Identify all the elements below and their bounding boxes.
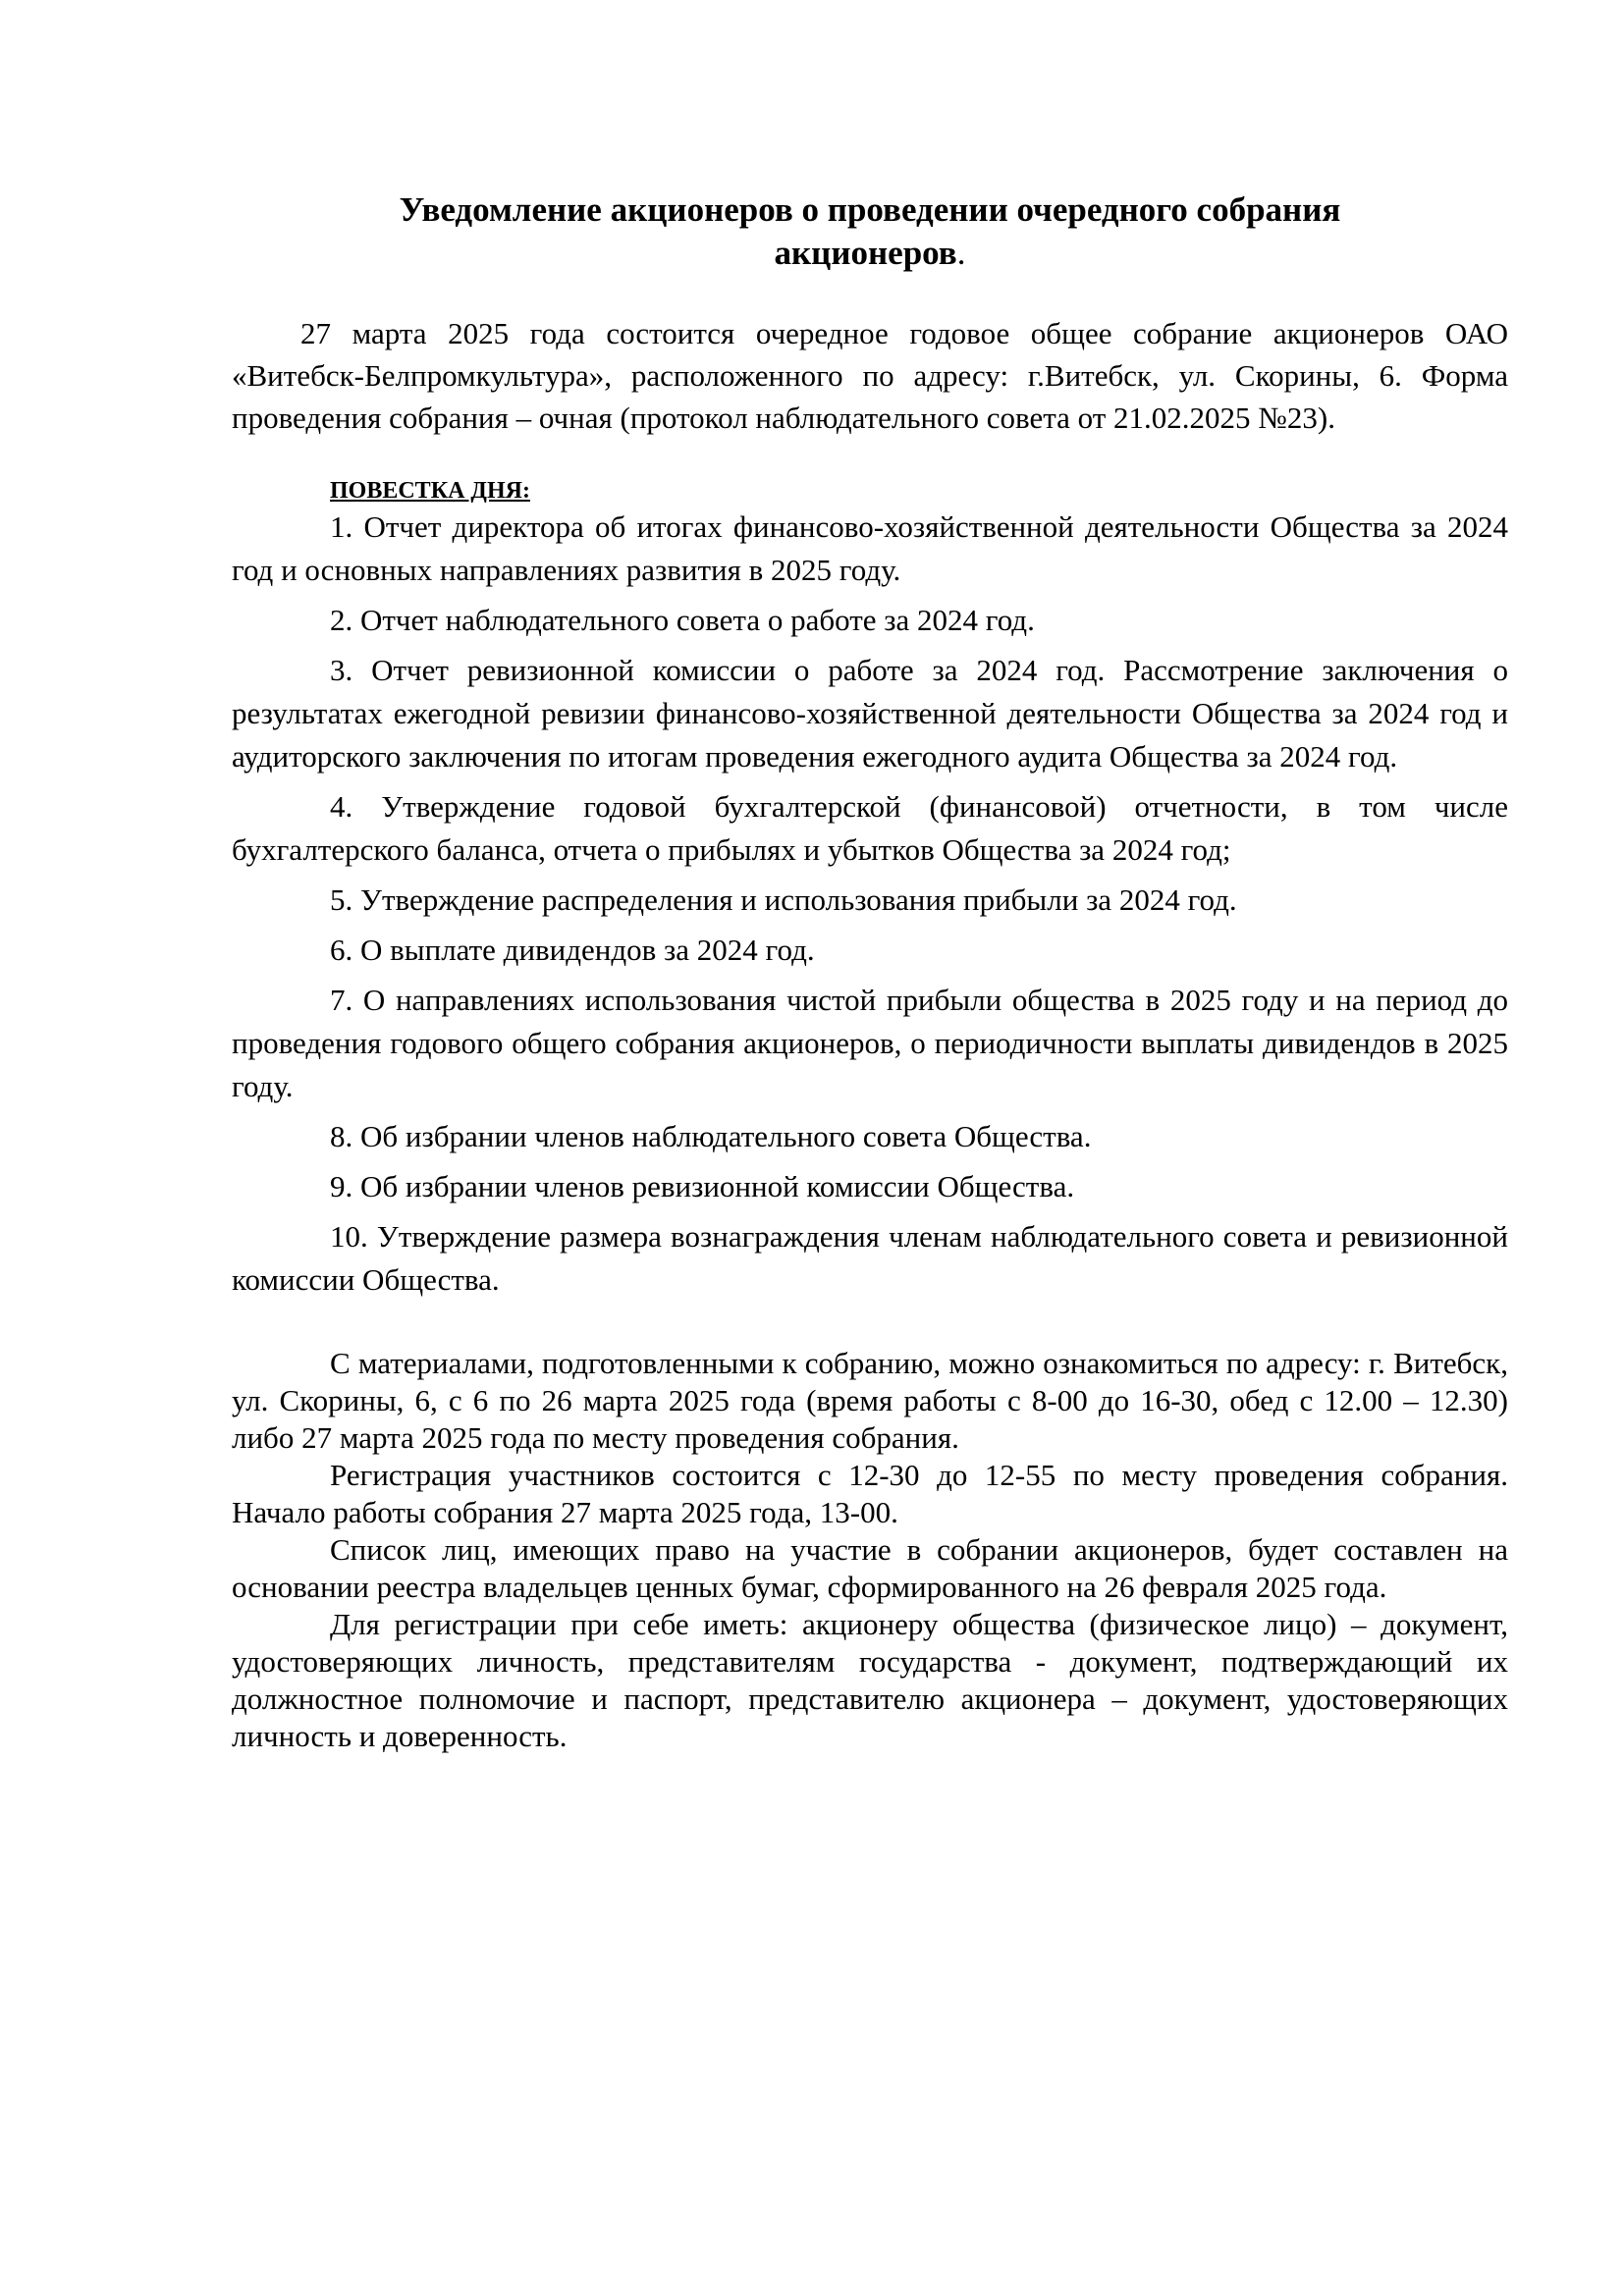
note-required-documents: Для регистрации при себе иметь: акционеру общества (физическое лицо) – документ, удостоверяющих личность, представителям государства - документ, подтверждающий их должностное полномочие и паспорт, представителю акционера – документ, удостоверяющих личность и доверенность. [232,1607,1508,1753]
agenda-item-7: 7. О направлениях использования чистой прибыли общества в 2025 году и на период до проведения годового общего собрания акционеров, о периодичности выплаты дивидендов в 2025 году. [232,983,1508,1103]
agenda-item-2: 2. Отчет наблюдательного совета о работе за 2024 год. [330,603,1035,637]
title-line-2-text: акционеров [774,234,957,272]
agenda-item-9: 9. Об избрании членов ревизионной комиссии Общества. [330,1169,1075,1203]
title-line-2 [232,232,1508,275]
title-line-1: Уведомление акционеров о проведении очередного собрания [399,190,1341,229]
agenda-item-8: 8. Об избрании членов наблюдательного совета Общества. [330,1119,1092,1153]
notes-section [232,1345,1508,1755]
intro-paragraph: 27 марта 2025 года состоится очередное годовое общее собрание акционеров ОАО «Витебск-Белпромкультура», расположенного по адресу: г.Витебск, ул. Скорины, 6. Форма проведения собрания – очная (протокол наблюдательного совета от 21.02.2025 №23). [232,316,1508,435]
agenda-item-1: 1. Отчет директора об итогах финансово-хозяйственной деятельности Общества за 2024 год и основных направлениях развития в 2025 году. [232,509,1508,587]
agenda-list [232,506,1508,1302]
note-materials: С материалами, подготовленными к собранию, можно ознакомиться по адресу: г. Витебск, ул. Скорины, 6, с 6 по 26 марта 2025 года (время работы с 8-00 до 16-30, обед с 12.00 – 12.30) либо 27 марта 2025 года по месту проведения собрания. [232,1346,1508,1455]
agenda-item-3: 3. Отчет ревизионной комиссии о работе за 2024 год. Рассмотрение заключения о результатах ежегодной ревизии финансово-хозяйственной деятельности Общества за 2024 год и аудиторского заключения по итогам проведения ежегодного аудита Общества за 2024 год. [232,653,1508,774]
document-body [232,188,1508,1755]
agenda-item-4: 4. Утверждение годовой бухгалтерской (финансовой) отчетности, в том числе бухгалтерского баланса, отчета о прибылях и убытков Общества за 2024 год; [232,789,1508,867]
note-shareholder-list: Список лиц, имеющих право на участие в собрании акционеров, будет составлен на основании реестра владельцев ценных бумаг, сформированного на 26 февраля 2025 года. [232,1532,1508,1604]
agenda-heading: ПОВЕСТКА ДНЯ: [330,478,530,504]
agenda-item-10: 10. Утверждение размера вознаграждения членам наблюдательного совета и ревизионной комиссии Общества. [232,1219,1508,1297]
title-period: . [956,234,966,272]
agenda-item-6: 6. О выплате дивидендов за 2024 год. [330,933,815,967]
document-title [232,188,1508,275]
agenda-item-5: 5. Утверждение распределения и использования прибыли за 2024 год. [330,882,1237,917]
note-registration: Регистрация участников состоится с 12-30 до 12-55 по месту проведения собрания. Начало работы собрания 27 марта 2025 года, 13-00. [232,1458,1508,1529]
